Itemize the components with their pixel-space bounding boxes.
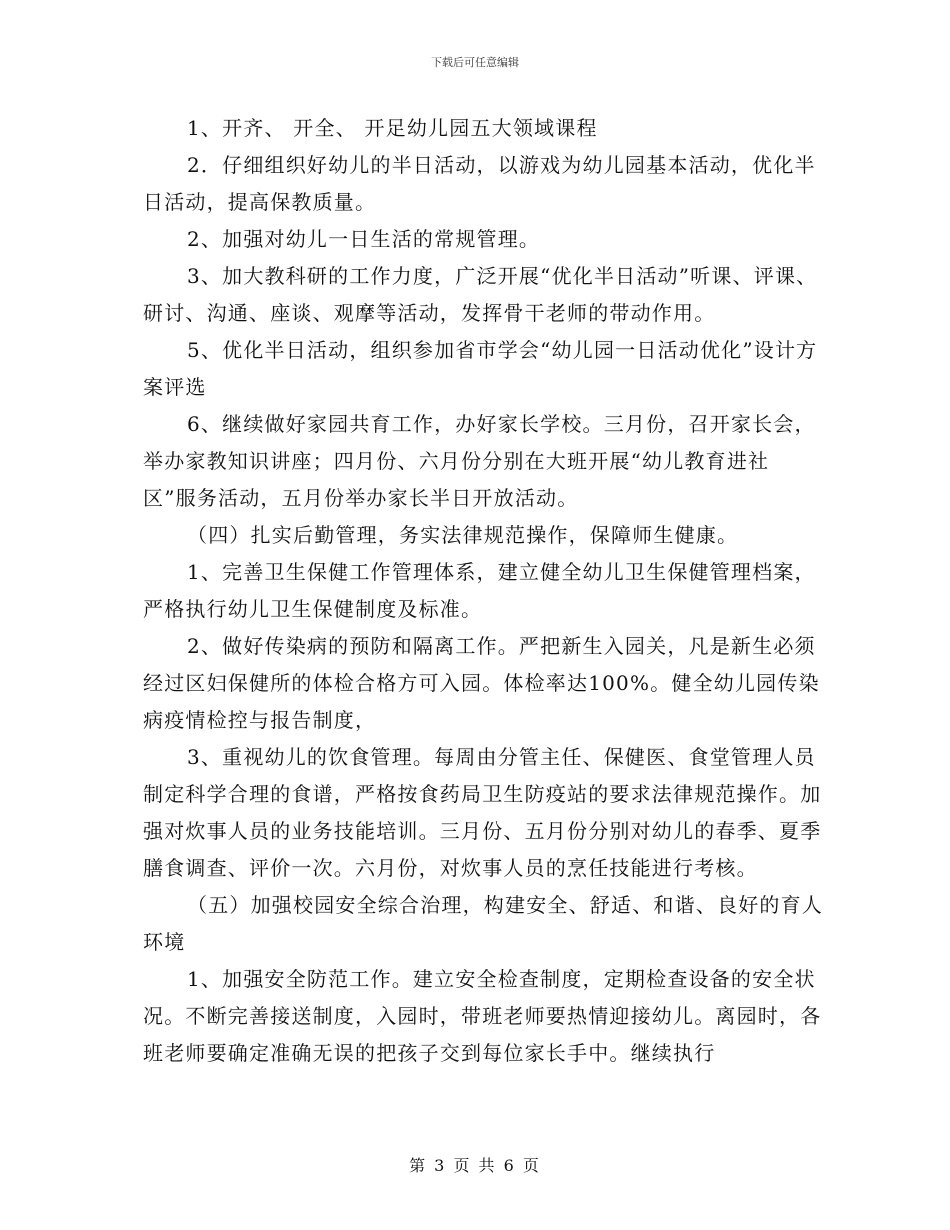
- paragraph-7: 1、完善卫生保健工作管理体系，建立健全幼儿卫生保健管理档案，严格执行幼儿卫生保健制度及标准。: [143, 560, 816, 621]
- paragraph-8: 2、做好传染病的预防和隔离工作。严把新生入园关，凡是新生必须经过区妇保健所的体检合格方可入园。体检率达100%。健全幼儿园传染病疫情检控与报告制度，: [143, 634, 820, 732]
- document-body: [143, 110, 823, 1072]
- section-heading-4: （四）扎实后勤管理，务实法律规范操作，保障师生健康。: [187, 523, 739, 547]
- page-number: 第 3 页 共 6 页: [409, 1156, 541, 1175]
- paragraph-9: 3、重视幼儿的饮食管理。每周由分管主任、保健医、食堂管理人员制定科学合理的食谱，严格按食药局卫生防疫站的要求法律规范操作。加强对炊事人员的业务技能培训。三月份、五月份分别对幼儿的春季、夏季膳食调查、评价一次。六月份，对炊事人员的烹任技能进行考核。: [143, 745, 822, 880]
- header-note: 下载后可任意编辑: [431, 56, 519, 69]
- section-heading-5: （五）加强校园安全综合治理，构建安全、舒适、和谐、良好的育人环境: [143, 893, 823, 954]
- paragraph-3: 2、加强对幼儿一日生活的常规管理。: [187, 227, 541, 251]
- paragraph-5: 5、优化半日活动，组织参加省市学会“幼儿园一日活动优化”设计方案评选: [143, 338, 818, 399]
- paragraph-2: 2．仔细组织好幼儿的半日活动，以游戏为幼儿园基本活动，优化半日活动，提高保教质量。: [143, 153, 816, 214]
- paragraph-4: 3、加大教科研的工作力度，广泛开展“优化半日活动”听课、评课、研讨、沟通、座谈、观摩等活动，发挥骨干老师的带动作用。: [143, 264, 818, 325]
- paragraph-10: 1、加强安全防范工作。建立安全检查制度，定期检查设备的安全状况。不断完善接送制度，入园时，带班老师要热情迎接幼儿。离园时，各班老师要确定准确无误的把孩子交到每位家长手中。继续执行: [143, 967, 822, 1065]
- paragraph-6: 6、继续做好家园共育工作，办好家长学校。三月份，召开家长会，举办家教知识讲座；四月份、六月份分别在大班开展“幼儿教育进社区”服务活动，五月份举办家长半日开放活动。: [143, 412, 816, 510]
- paragraph-1: 1、开齐、 开全、 开足幼儿园五大领域课程: [187, 116, 598, 140]
